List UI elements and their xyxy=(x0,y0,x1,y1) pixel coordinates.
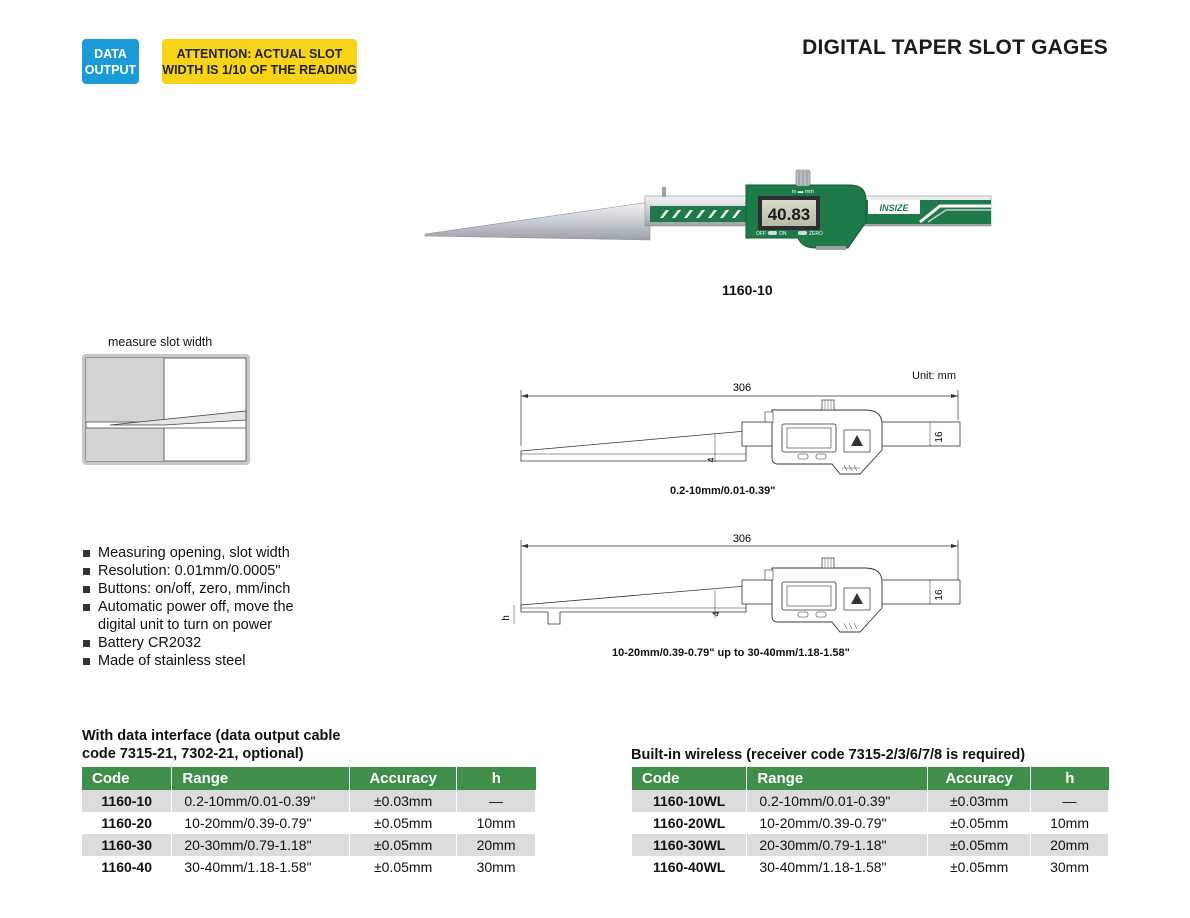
measure-slot-diagram xyxy=(82,354,250,465)
measure-slot-label: measure slot width xyxy=(108,335,213,349)
cell-accuracy: ±0.03mm xyxy=(928,790,1031,812)
attention-badge xyxy=(162,39,357,84)
cell-code: 1160-30WL xyxy=(632,834,747,856)
unit-toggle-label: in ▬ mm xyxy=(792,189,814,195)
attention-line-1: ATTENTION: ACTUAL SLOT xyxy=(176,46,343,61)
feature-item: Automatic power off, move the xyxy=(82,598,294,616)
cell-range: 10-20mm/0.39-0.79" xyxy=(747,812,928,834)
cell-accuracy: ±0.05mm xyxy=(350,812,457,834)
btn-zero-label: ZERO xyxy=(809,231,823,237)
length-dim-2: 306 xyxy=(732,533,752,545)
product-image xyxy=(420,160,1000,260)
cell-range: 0.2-10mm/0.01-0.39" xyxy=(172,790,350,812)
cell-range: 30-40mm/1.18-1.58" xyxy=(747,856,928,878)
cell-code: 1160-30 xyxy=(82,834,172,856)
header-code: Code xyxy=(632,767,747,790)
cell-code: 1160-40 xyxy=(82,856,172,878)
table-row xyxy=(82,834,536,856)
page-title: DIGITAL TAPER SLOT GAGES xyxy=(802,36,1108,59)
cell-h: 10mm xyxy=(457,812,536,834)
cell-h: 20mm xyxy=(1031,834,1109,856)
data-output-line-2: OUTPUT xyxy=(84,62,137,77)
table-row xyxy=(632,834,1109,856)
left-table-title-line-1: With data interface (data output cable xyxy=(82,728,341,744)
table-header-row xyxy=(632,767,1109,790)
brand-logo: INSIZE xyxy=(879,203,909,213)
drawing-2-caption: 10-20mm/0.39-0.79" up to 30-40mm/1.18-1.58" xyxy=(612,647,850,659)
spec-table-wireless xyxy=(632,767,1109,878)
cell-h: 30mm xyxy=(1031,856,1109,878)
cell-h: 10mm xyxy=(1031,812,1109,834)
cell-code: 1160-20WL xyxy=(632,812,747,834)
cell-accuracy: ±0.05mm xyxy=(928,856,1031,878)
spec-table-data-interface xyxy=(82,767,536,878)
cell-h: 30mm xyxy=(457,856,536,878)
cell-accuracy: ±0.05mm xyxy=(350,856,457,878)
height-dim-1: 16 xyxy=(934,431,945,443)
table-row xyxy=(82,856,536,878)
btn-on-label: ON xyxy=(779,231,787,237)
lcd-reading: 40.83 xyxy=(767,205,811,224)
tip-dim-2: 4 xyxy=(711,611,721,617)
cell-code: 1160-10 xyxy=(82,790,172,812)
table-row xyxy=(632,856,1109,878)
feature-item: Resolution: 0.01mm/0.0005" xyxy=(82,562,294,580)
tip-dim-1: 4 xyxy=(706,457,716,463)
header-code: Code xyxy=(82,767,172,790)
left-table-title xyxy=(82,727,340,763)
length-dim-1: 306 xyxy=(732,382,752,394)
technical-drawing-1 xyxy=(510,376,970,481)
table-row xyxy=(632,790,1109,812)
feature-item: Buttons: on/off, zero, mm/inch xyxy=(82,580,294,598)
header-range: Range xyxy=(747,767,928,790)
cell-range: 10-20mm/0.39-0.79" xyxy=(172,812,350,834)
table-row xyxy=(82,812,536,834)
attention-line-2: WIDTH IS 1/10 OF THE READING xyxy=(162,62,357,77)
unit-label: Unit: mm xyxy=(912,370,956,382)
right-table-title xyxy=(631,746,1025,764)
model-label: 1160-10 xyxy=(722,282,773,298)
right-table-title-line-1: Built-in wireless (receiver code 7315-2/3/6/7/8 is required) xyxy=(631,747,1026,763)
zero-button xyxy=(798,231,807,235)
cell-h: 20mm xyxy=(457,834,536,856)
table-row xyxy=(632,812,1109,834)
cell-code: 1160-40WL xyxy=(632,856,747,878)
header-h: h xyxy=(1031,767,1109,790)
cell-code: 1160-10WL xyxy=(632,790,747,812)
feature-item: Made of stainless steel xyxy=(82,652,294,670)
cell-range: 20-30mm/0.79-1.18" xyxy=(747,834,928,856)
cell-accuracy: ±0.05mm xyxy=(928,812,1031,834)
feature-item: Battery CR2032 xyxy=(82,634,294,652)
cell-accuracy: ±0.03mm xyxy=(350,790,457,812)
cell-h: — xyxy=(1031,790,1109,812)
cell-accuracy: ±0.05mm xyxy=(350,834,457,856)
cell-range: 30-40mm/1.18-1.58" xyxy=(172,856,350,878)
height-dim-2: 16 xyxy=(934,589,945,601)
feature-item-continuation: digital unit to turn on power xyxy=(98,617,273,633)
taper-blade xyxy=(425,202,650,240)
table-header-row xyxy=(82,767,536,790)
cell-code: 1160-20 xyxy=(82,812,172,834)
technical-drawing-2 xyxy=(500,530,970,640)
on-off-button xyxy=(768,231,777,235)
drawing-1-caption: 0.2-10mm/0.01-0.39" xyxy=(670,485,776,497)
header-range: Range xyxy=(172,767,350,790)
h-dim-label: h xyxy=(501,615,512,621)
data-output-badge xyxy=(82,39,139,84)
table-row xyxy=(82,790,536,812)
data-output-line-1: DATA xyxy=(94,46,127,61)
cell-accuracy: ±0.05mm xyxy=(928,834,1031,856)
header-accuracy: Accuracy xyxy=(350,767,457,790)
cell-range: 0.2-10mm/0.01-0.39" xyxy=(747,790,928,812)
cell-h: — xyxy=(457,790,536,812)
left-table-title-line-2: code 7315-21, 7302-21, optional) xyxy=(82,746,304,762)
btn-off-label: OFF xyxy=(756,231,766,237)
header-accuracy: Accuracy xyxy=(928,767,1031,790)
feature-item: Measuring opening, slot width xyxy=(82,544,294,562)
cell-range: 20-30mm/0.79-1.18" xyxy=(172,834,350,856)
header-h: h xyxy=(457,767,536,790)
feature-list xyxy=(82,544,294,670)
